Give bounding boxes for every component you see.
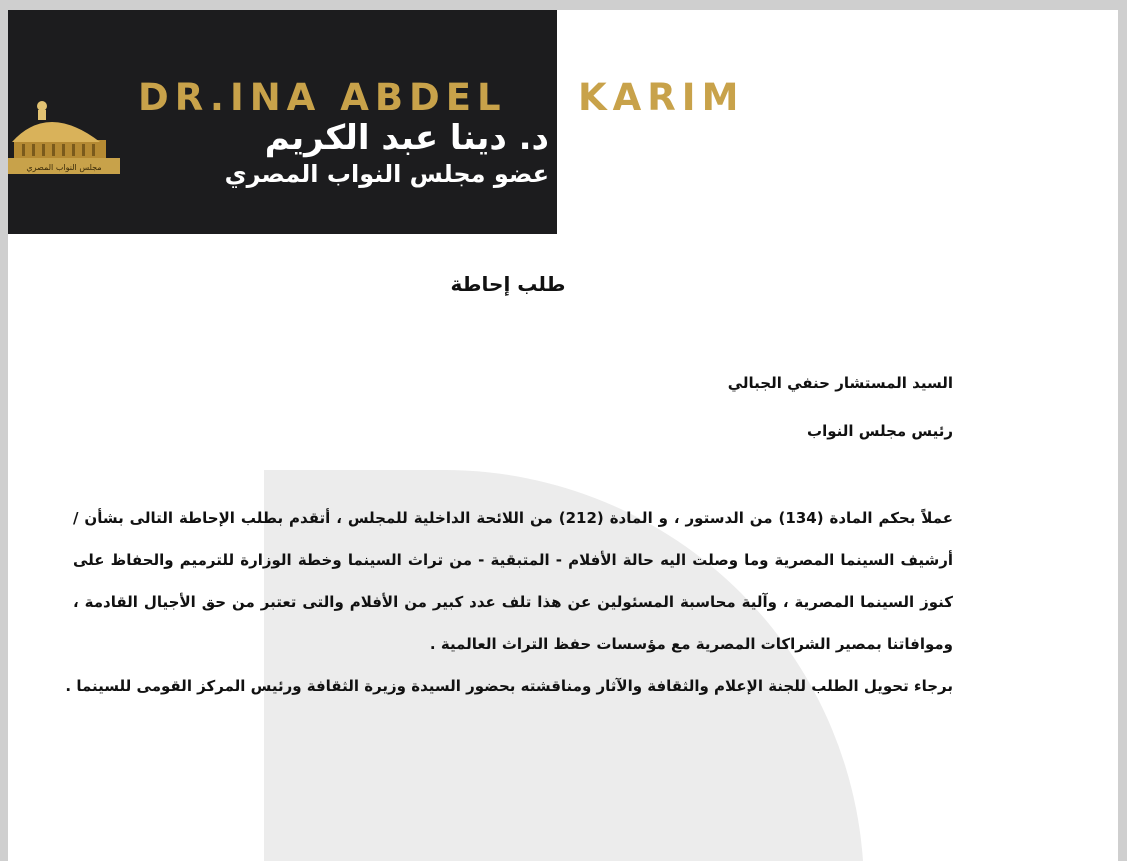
english-name xyxy=(138,76,507,119)
addressee-title: رئيس مجلس النواب xyxy=(807,422,953,440)
document-page xyxy=(8,10,1118,861)
logo-caption: مجلس النواب المصري xyxy=(26,163,102,172)
addressee-name: السيد المستشار حنفي الجبالي xyxy=(727,374,953,392)
arabic-name: د. دينا عبد الكريم xyxy=(264,118,549,158)
english-name-part2: INA ABDEL xyxy=(229,76,507,119)
document-title: طلب إحاطة xyxy=(450,272,566,296)
english-name-part1: DR. xyxy=(138,76,230,119)
closing-line: برجاء تحويل الطلب للجنة الإعلام والثقافة والآثار ومناقشته بحضور السيدة وزيرة الثقافة ورئيس المركز القومى للسينما . xyxy=(65,677,953,695)
body-paragraph: عملاً بحكم المادة (134) من الدستور ، و المادة (212) من اللائحة الداخلية للمجلس ، أتقدم بطلب الإحاطة التالى بشأن /أرشيف السينما المصرية وما وصلت اليه حالة الأفلام - المتبقية - من تراث السينما وخطة الوزارة للترميم والحفاظ على كنوز السينما المصرية ، وآلية محاسبة المسئولين عن هذا تلف عدد كبير من الأفلام والتى تعتبر من حق الأجيال القادمة ، وموافاتنا بمصير الشراكات المصرية مع مؤسسات حفظ التراث العالمية . xyxy=(73,509,953,653)
parliament-dome-icon xyxy=(8,96,120,182)
arabic-role: عضو مجلس النواب المصري xyxy=(224,160,549,188)
english-name-surname: KARIM xyxy=(578,76,745,119)
header-banner xyxy=(8,10,557,234)
